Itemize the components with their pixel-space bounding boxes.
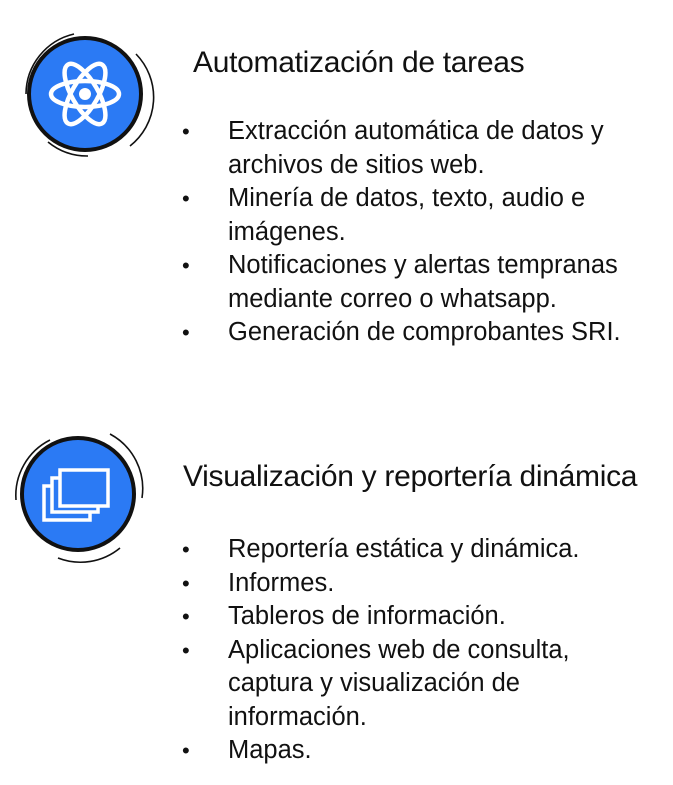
stacked-windows-icon	[10, 426, 150, 566]
list-item: • Generación de comprobantes SRI.	[182, 316, 652, 350]
list-item: • Mapas.	[182, 734, 652, 768]
list-item: • Minería de datos, texto, audio e imágenes.	[182, 182, 652, 249]
section-title: Automatización de tareas	[193, 46, 525, 79]
section-title: Visualización y reportería dinámica	[183, 460, 638, 493]
list-item: • Informes.	[182, 567, 652, 601]
list-item: • Extracción automática de datos y archivos de sitios web.	[182, 115, 652, 182]
atom-icon	[18, 24, 158, 164]
list-item: • Reportería estática y dinámica.	[182, 533, 652, 567]
list-item: • Aplicaciones web de consulta, captura y visualización de información.	[182, 634, 652, 735]
list-item: • Tableros de información.	[182, 600, 652, 634]
bullet-list	[182, 533, 652, 768]
bullet-list	[182, 115, 652, 350]
list-item: • Notificaciones y alertas tempranas mediante correo o whatsapp.	[182, 249, 652, 316]
